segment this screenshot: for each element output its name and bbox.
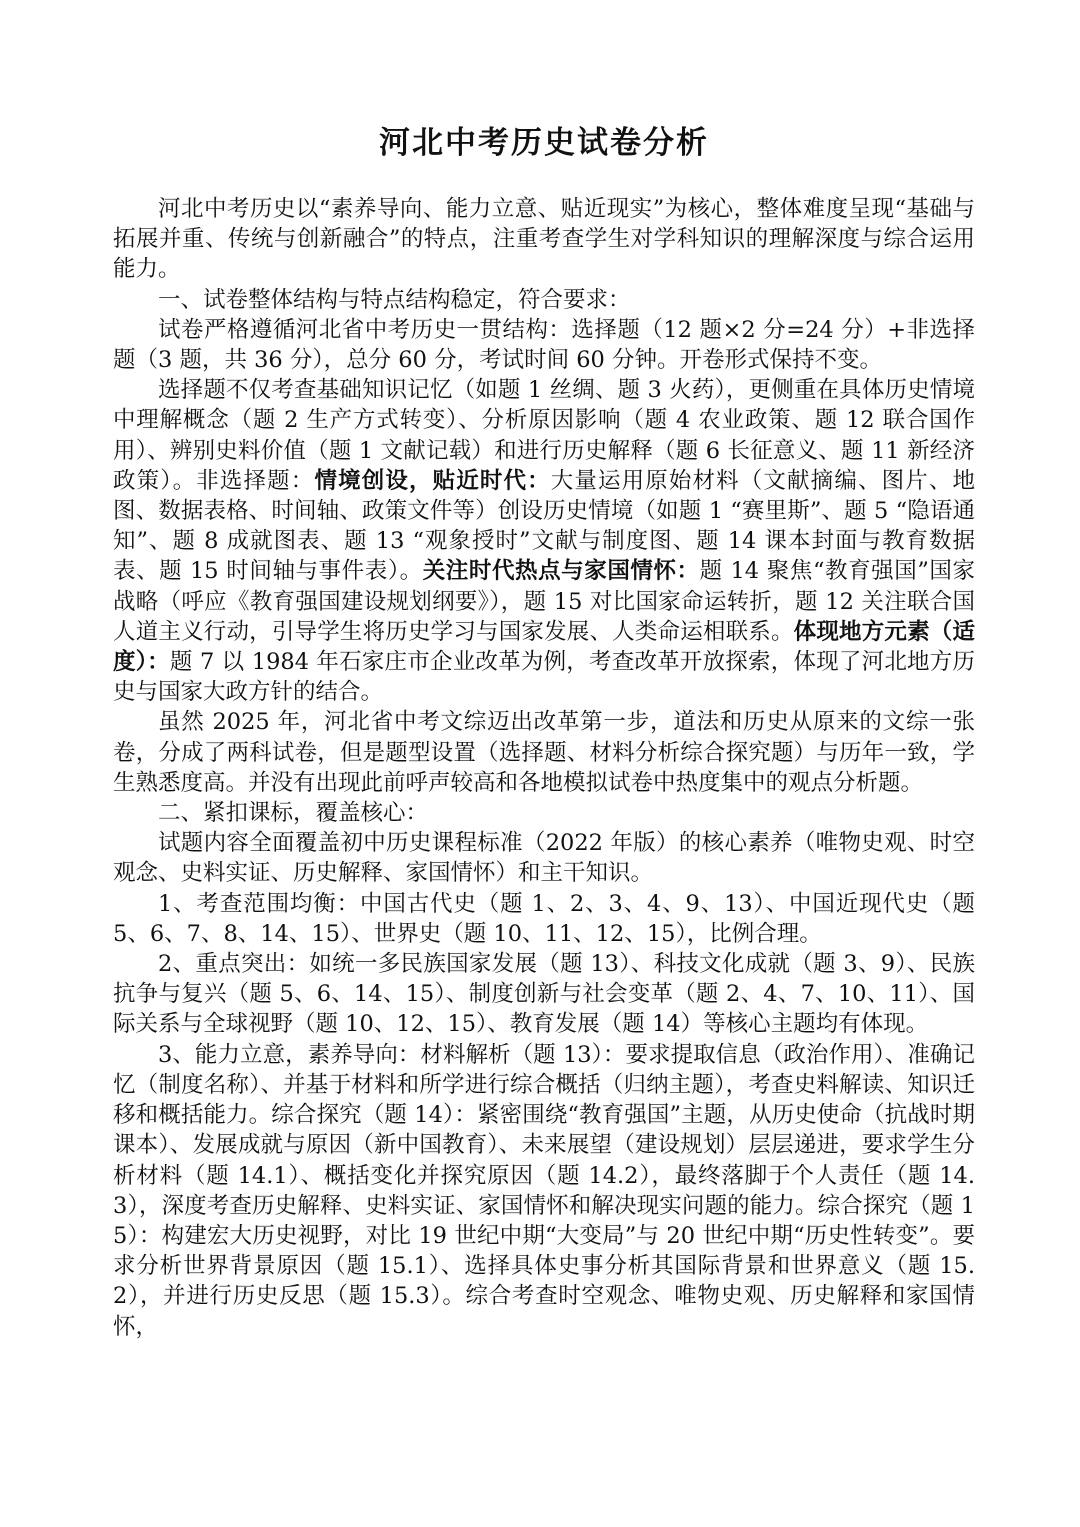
paragraph-reform bbox=[113, 707, 975, 798]
paragraph-text: 3、能力立意，素养导向：材料解析（题 13）：要求提取信息（政治作用）、准确记忆（制度名称）、并基于材料和所学进行综合概括（归纳主题），考查史料解读、知识迁移和概括能力。综合探究（题 14）：紧密围绕“教育强国”主题，从历史使命（抗战时期课本）、发展成就与原因（新中国教育）、未来展望（建设规划）层层递进，要求学生分析材料（题 14.1）、概括变化并探究原因（题 14.2），最终落脚于个人责任（题 14.3），深度考查历史解释、史料实证、家国情怀和解决现实问题的能力。综合探究（题 15）：构建宏大历史视野，对比 19 世纪中期“大变局”与 20 世纪中期“历史性转变”。要求分析世界背景原因（题 15.1）、选择具体史事分析其国际背景和世界意义（题 15.2），并进行历史反思（题 15.3）。综合考查时空观念、唯物史观、历史解释和家国情怀， bbox=[113, 1041, 975, 1340]
paragraph-text: 试卷严格遵循河北省中考历史一贯结构：选择题（12 题×2 分=24 分）+非选择题（3 题，共 36 分），总分 60 分，考试时间 60 分钟。开卷形式保持不变。 bbox=[113, 316, 975, 374]
bold-heading-hotspots: 关注时代热点与家国情怀： bbox=[422, 558, 700, 585]
section-heading-structure bbox=[113, 285, 975, 315]
paragraph-text: 河北中考历史以“素养导向、能力立意、贴近现实”为核心，整体难度呈现“基础与拓展并重、传统与创新融合”的特点，注重考查学生对学科知识的理解深度与综合运用能力。 bbox=[113, 196, 975, 283]
paragraph-text: 1、考查范围均衡：中国古代史（题 1、2、3、4、9、13）、中国近现代史（题 5、6、7、8、14、15）、世界史（题 10、11、12、15），比例合理。 bbox=[113, 890, 975, 947]
document-page bbox=[113, 118, 975, 1342]
paragraph-intro bbox=[113, 194, 975, 285]
bold-heading-context: 情境创设，贴近时代： bbox=[314, 467, 551, 494]
paragraph-question-analysis bbox=[113, 375, 975, 707]
paragraph-text: 题 14 聚焦“教育强国”国家战略（呼应《教育强国建设规划纲要》），题 15 对比国家命运转折，题 12 关注联合国人道主义行动，引导学生将历史学习与国家发展、人类命运相联系。 bbox=[113, 558, 975, 645]
paragraph-text: 2、重点突出：如统一多民族国家发展（题 13）、科技文化成就（题 3、9）、民族抗争与复兴（题 5、6、14、15）、制度创新与社会变革（题 2、4、7、10、11）、国际关系与全球视野（题 10、12、15）、教育发展（题 14）等核心主题均有体现。 bbox=[113, 951, 975, 1038]
bold-heading-local: 体现地方元素（适度）： bbox=[113, 618, 975, 676]
paragraph-text: 选择题不仅考查基础知识记忆（如题 1 丝绸、题 3 火药），更侧重在具体历史情境中理解概念（题 2 生产方式转变）、分析原因影响（题 4 农业政策、题 12 联合国作用）、辨别史料价值（题 1 文献记载）和进行历史解释（题 6 长征意义、题 11 新经济政策）。非选择题： bbox=[113, 377, 975, 494]
paragraph-text: 一、试卷整体结构与特点结构稳定，符合要求： bbox=[158, 286, 631, 313]
paragraph-text: 试题内容全面覆盖初中历史课程标准（2022 年版）的核心素养（唯物史观、时空观念、史料实证、历史解释、家国情怀）和主干知识。 bbox=[113, 830, 975, 887]
paragraph-curriculum bbox=[113, 828, 975, 888]
paragraph-text: 虽然 2025 年，河北省中考文综迈出改革第一步，道法和历史从原来的文综一张卷，分成了两科试卷，但是题型设置（选择题、材料分析综合探究题）与历年一致，学生熟悉度高。并没有出现此前呼声较高和各地模拟试卷中热度集中的观点分析题。 bbox=[113, 709, 975, 796]
document-title: 河北中考历史试卷分析 bbox=[379, 125, 709, 161]
paragraph-text: 大量运用原始材料（文献摘编、图片、地图、数据表格、时间轴、政策文件等）创设历史情境（如题 1 “赛里斯”、题 5 “隐语通知”、题 8 成就图表、题 13 “观象授时”文献与制度图、题 14 课本封面与教育数据表、题 15 时间轴与事件表）。 bbox=[113, 467, 975, 585]
paragraph-text: 二、紧扣课标，覆盖核心： bbox=[158, 800, 429, 827]
section-heading-curriculum bbox=[113, 798, 975, 828]
paragraph-text: 题 7 以 1984 年石家庄市企业改革为例，考查改革开放探索，体现了河北地方历史与国家大政方针的结合。 bbox=[113, 649, 975, 706]
paragraph-point-2 bbox=[113, 949, 975, 1040]
paragraph-point-1 bbox=[113, 889, 975, 949]
paragraph-structure bbox=[113, 315, 975, 375]
paragraph-point-3 bbox=[113, 1040, 975, 1342]
